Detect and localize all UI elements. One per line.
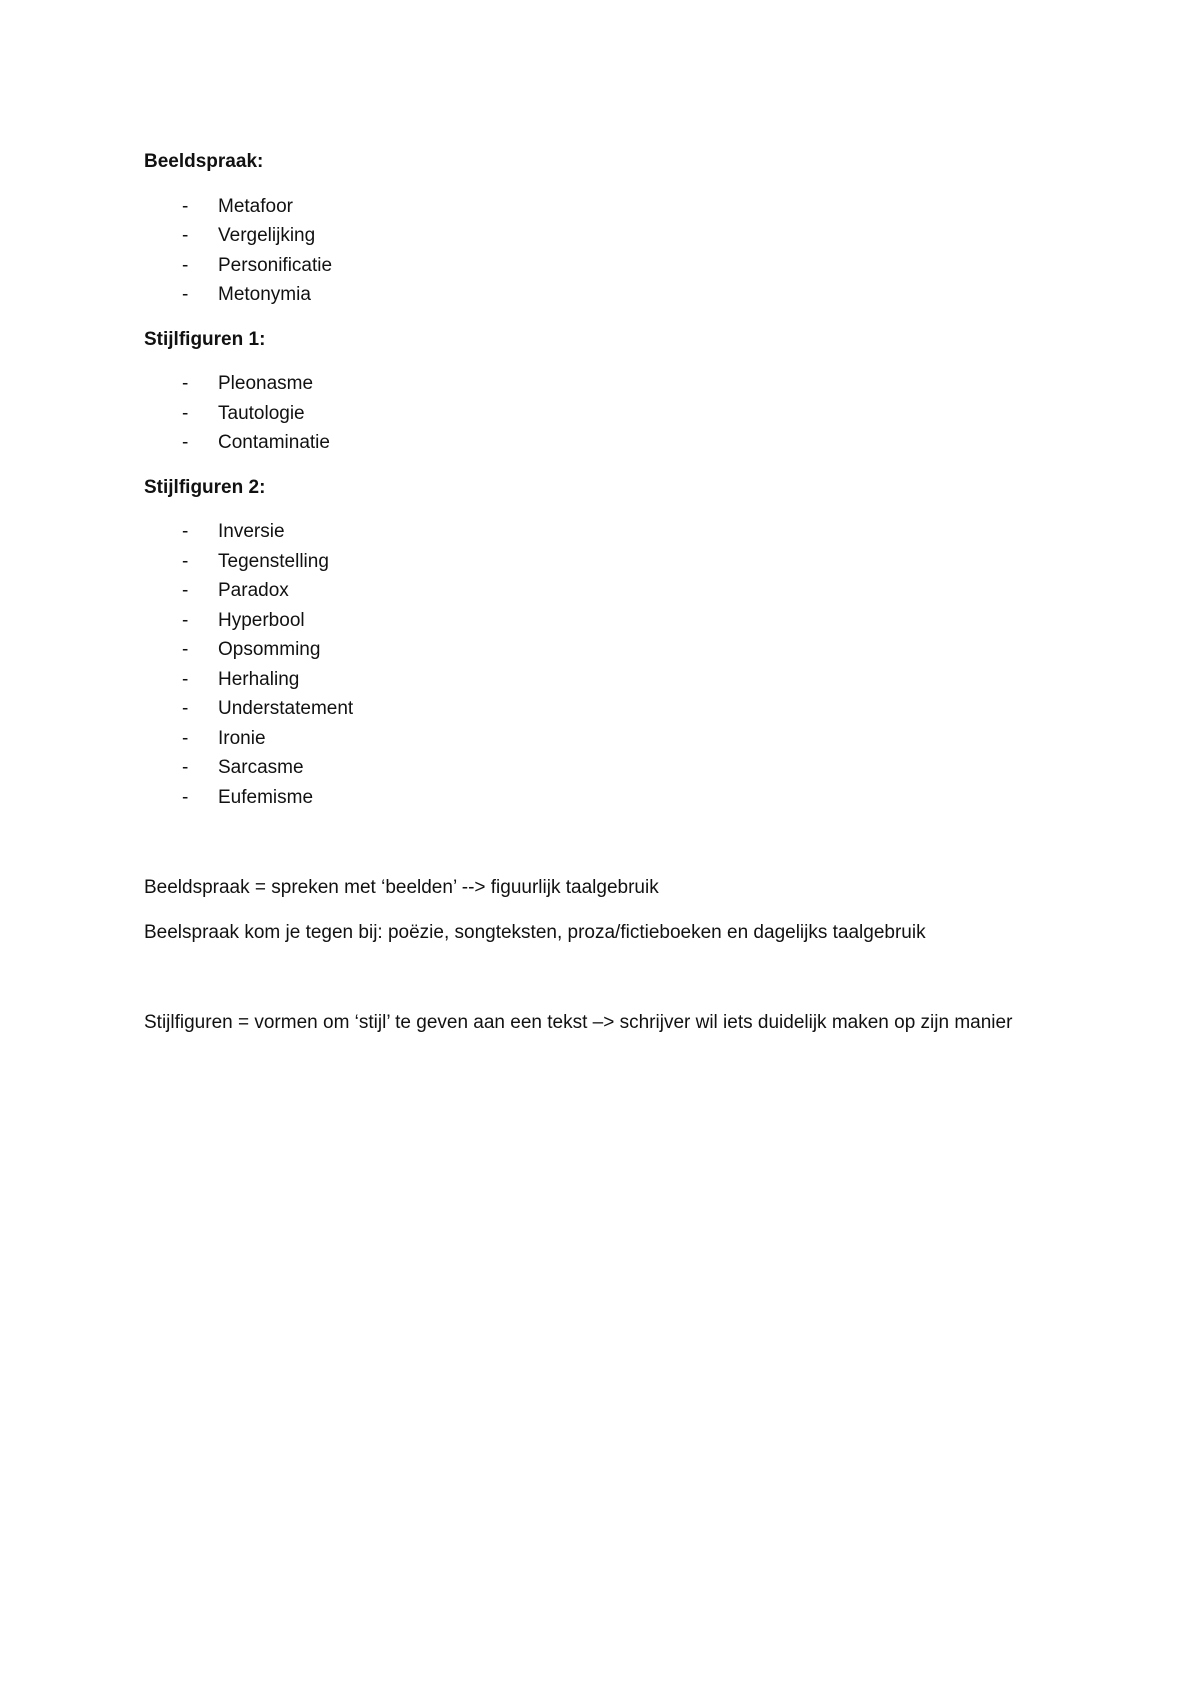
bullet-dash: - — [182, 402, 189, 424]
bullet-dash: - — [182, 639, 189, 660]
spacer — [144, 962, 1044, 1008]
list-item-label: Contaminatie — [218, 432, 330, 453]
list-item-label: Pleonasme — [218, 373, 314, 394]
bullet-dash: - — [182, 698, 189, 719]
bullet-dash: - — [182, 432, 189, 453]
bullet-dash: - — [182, 757, 189, 778]
section-heading-stijlfiguren-2: Stijlfiguren 2: — [144, 476, 266, 498]
list-item-label: Inversie — [218, 521, 285, 542]
list-item-label: Tegenstelling — [218, 550, 329, 572]
list-item-label: Ironie — [218, 727, 266, 749]
list-item — [144, 369, 1044, 399]
list-item-label: Hyperbool — [218, 609, 305, 631]
list-item — [144, 428, 1044, 458]
bullet-dash: - — [182, 195, 189, 217]
list-item-label: Herhaling — [218, 668, 300, 690]
bullet-dash: - — [182, 580, 189, 601]
section-heading-stijlfiguren-1: Stijlfiguren 1: — [144, 328, 266, 350]
list-item — [144, 547, 1044, 577]
list-item-label: Eufemisme — [218, 786, 314, 808]
stijlfiguren-1-list — [144, 369, 1044, 458]
list-item-label: Understatement — [218, 698, 354, 719]
list-item-label: Tautologie — [218, 402, 305, 424]
section-heading-beeldspraak: Beeldspraak: — [144, 151, 264, 172]
paragraph-beeldspraak-definition: Beeldspraak = spreken met ‘beelden’ --> figuurlijk taalgebruik — [144, 877, 659, 898]
list-item — [144, 783, 1044, 813]
bullet-dash: - — [182, 550, 189, 572]
list-item — [144, 694, 1044, 724]
list-item — [144, 635, 1044, 665]
paragraph-stijlfiguren-definition: Stijlfiguren = vormen om ‘stijl’ te geven aan een tekst –> schrijver wil iets duidelijk maken op zijn manier — [144, 1012, 1013, 1033]
list-item — [144, 221, 1044, 251]
bullet-dash: - — [182, 668, 189, 690]
list-item-label: Sarcasme — [218, 757, 304, 778]
stijlfiguren-2-list — [144, 517, 1044, 812]
list-item — [144, 399, 1044, 429]
list-item-label: Metafoor — [218, 195, 293, 217]
bullet-dash: - — [182, 521, 189, 542]
bullet-dash: - — [182, 786, 189, 808]
document-content — [144, 147, 1044, 1053]
list-item — [144, 576, 1044, 606]
bullet-dash: - — [182, 727, 189, 749]
list-item-label: Paradox — [218, 580, 289, 601]
list-item-label: Vergelijking — [218, 225, 316, 246]
list-item — [144, 724, 1044, 754]
bullet-dash: - — [182, 225, 189, 246]
list-item — [144, 251, 1044, 281]
list-item — [144, 280, 1044, 310]
list-item — [144, 665, 1044, 695]
list-item-label: Personificatie — [218, 254, 333, 276]
spacer — [144, 827, 1044, 873]
bullet-dash: - — [182, 609, 189, 631]
bullet-dash: - — [182, 373, 189, 394]
list-item — [144, 517, 1044, 547]
bullet-dash: - — [182, 284, 189, 305]
bullet-dash: - — [182, 254, 189, 276]
list-item-label: Opsomming — [218, 639, 321, 660]
list-item-label: Metonymia — [218, 284, 311, 305]
list-item — [144, 753, 1044, 783]
list-item — [144, 192, 1044, 222]
list-item — [144, 606, 1044, 636]
paragraph-beeldspraak-usage: Beelspraak kom je tegen bij: poëzie, songteksten, proza/fictieboeken en dagelijks taalgebruik — [144, 921, 926, 943]
beeldspraak-list — [144, 192, 1044, 310]
